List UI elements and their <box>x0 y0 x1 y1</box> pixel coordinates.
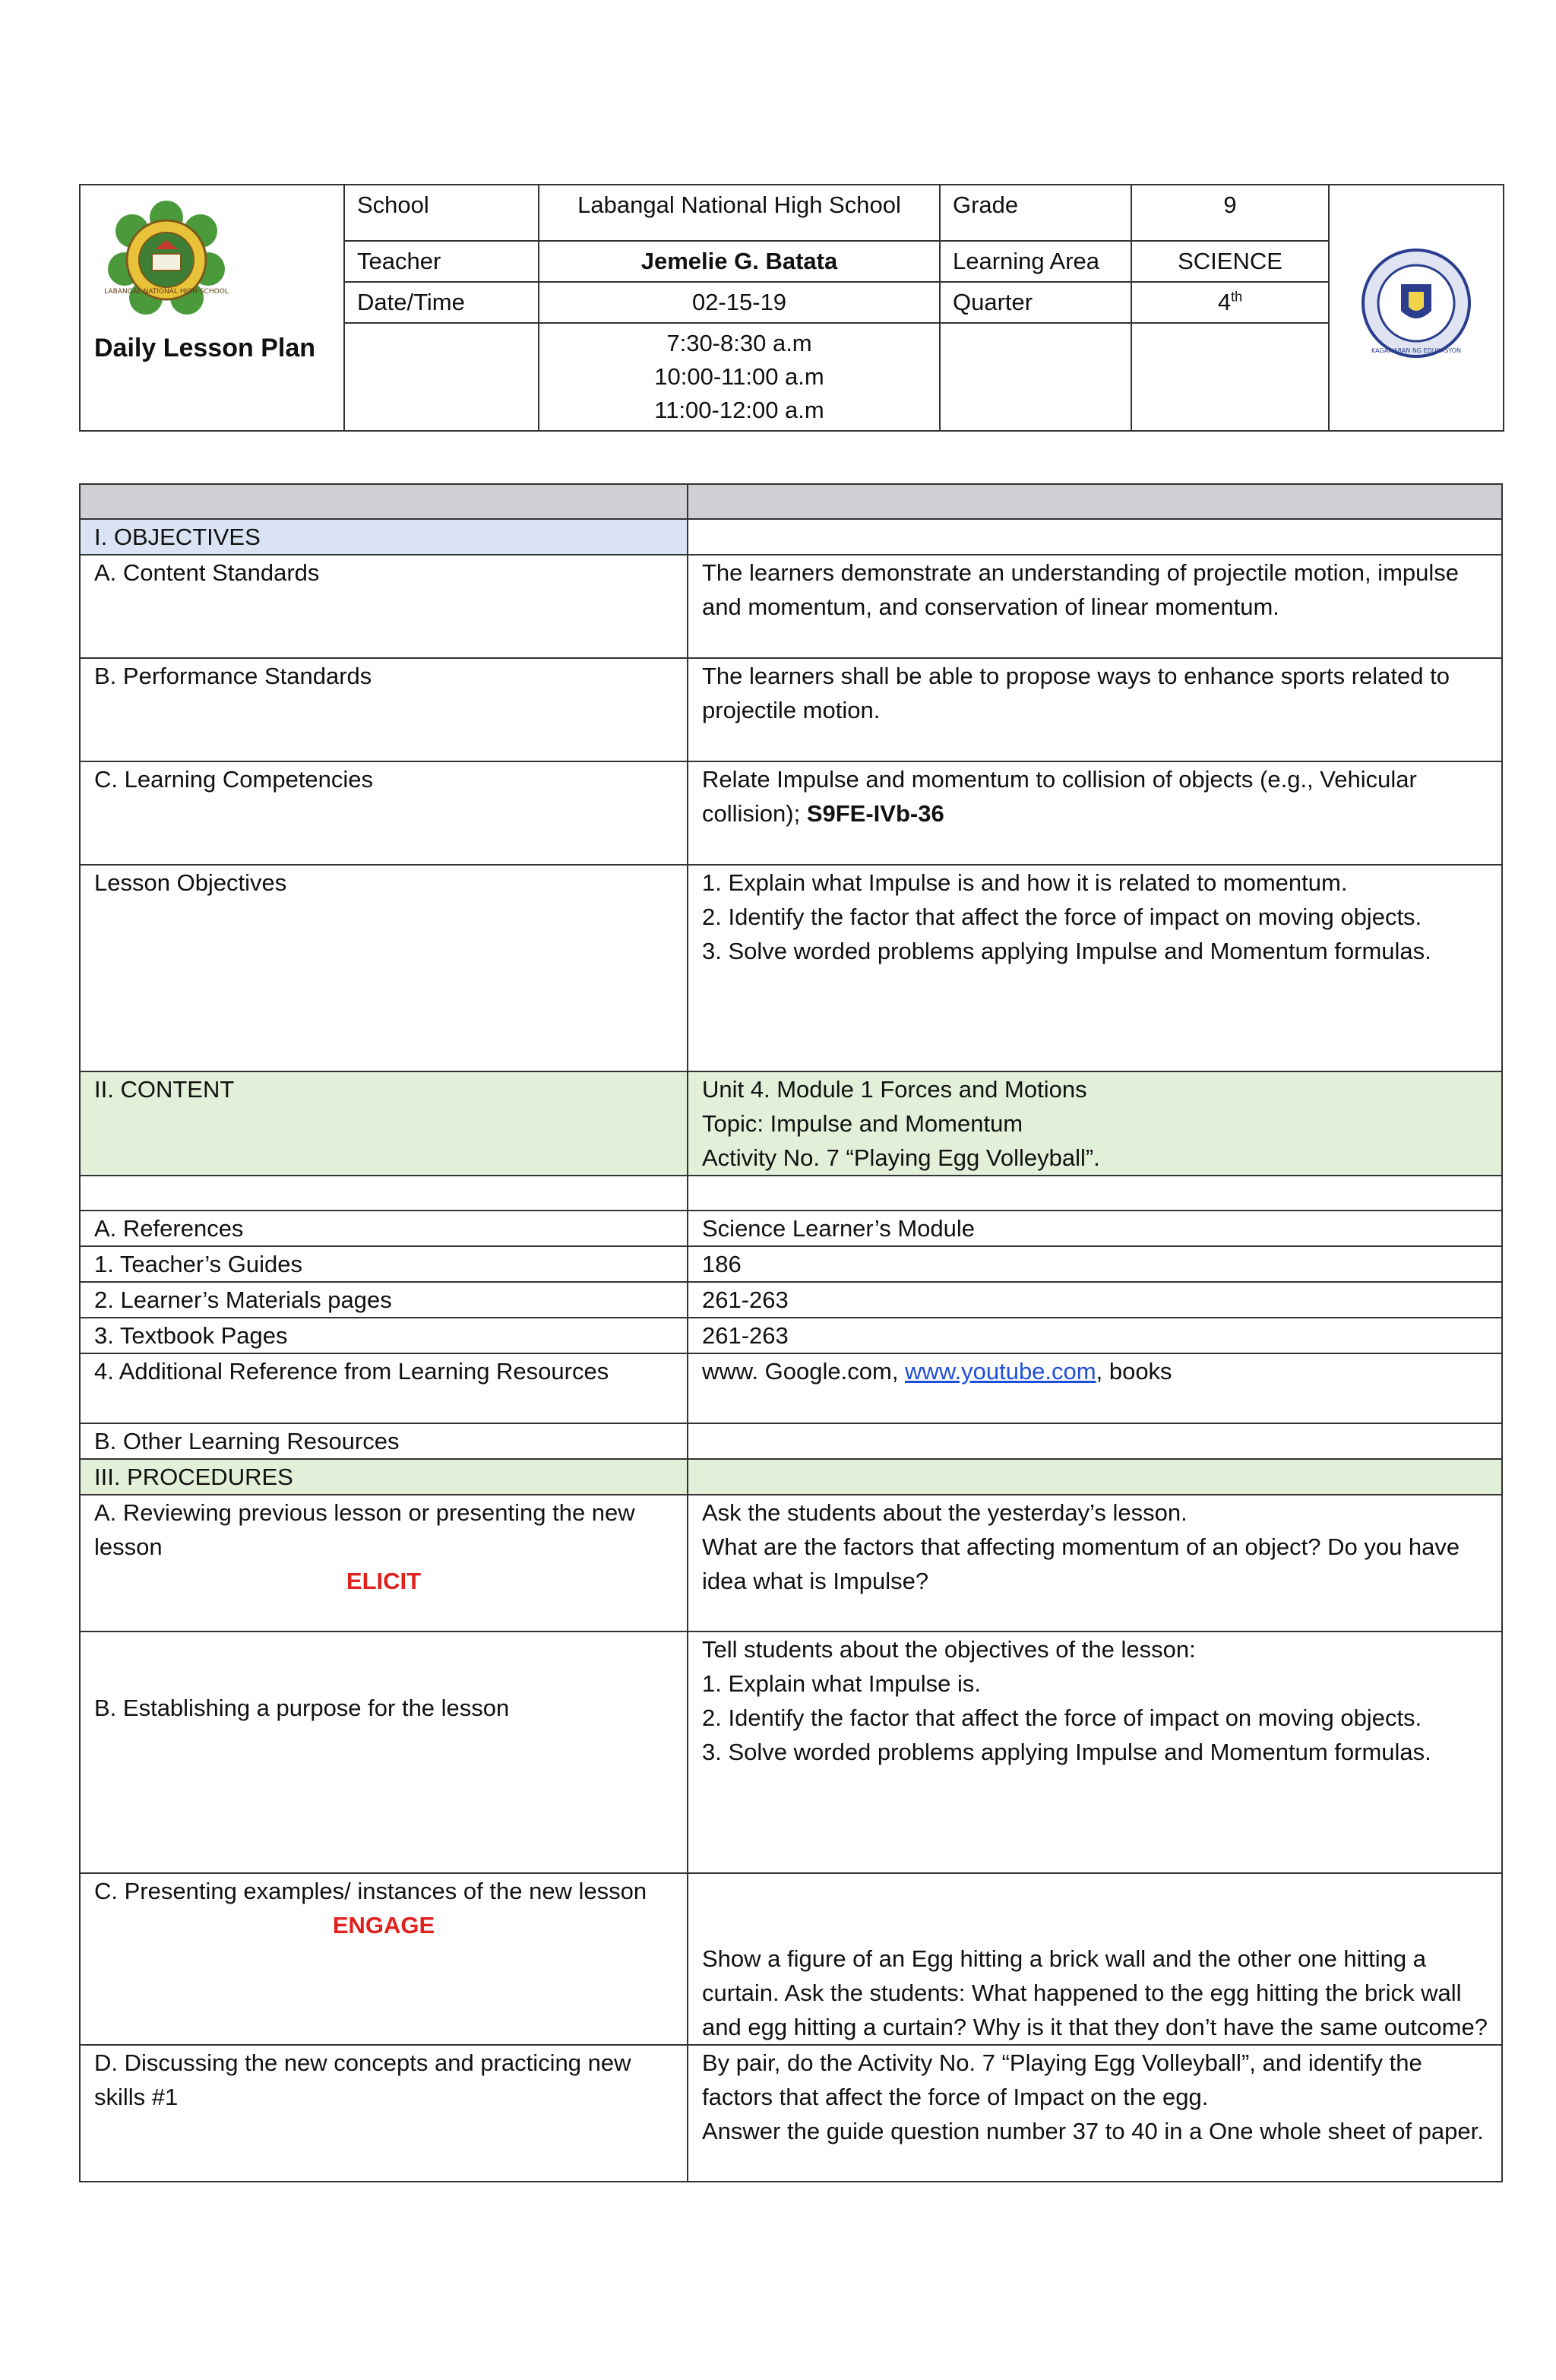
learners-materials-value: 261-263 <box>688 1282 1502 1318</box>
svg-text:LABANGAL NATIONAL HIGH SCHOOL: LABANGAL NATIONAL HIGH SCHOOL <box>104 288 229 296</box>
lesson-objectives-list <box>688 865 1502 1071</box>
grade-value: 9 <box>1131 185 1329 241</box>
content-line: Activity No. 7 “Playing Egg Volleyball”. <box>702 1144 1100 1171</box>
learning-competencies-text: Relate Impulse and momentum to collision of objects (e.g., Vehicular collision); S9FE-IVb-36 <box>688 761 1502 865</box>
references-label: A. References <box>80 1211 688 1246</box>
content-standards-label: A. Content Standards <box>80 555 688 658</box>
section-content: II. CONTENT <box>80 1071 688 1176</box>
teacher-value: Jemelie G. Batata <box>539 241 940 282</box>
empty-cell <box>1131 323 1329 431</box>
content-standards-text: The learners demonstrate an understanding of projectile motion, impulse and momentum, and conservation of linear momentum. <box>688 555 1502 658</box>
content-details <box>688 1071 1502 1176</box>
youtube-link[interactable]: www.youtube.com <box>905 1358 1096 1385</box>
content-line: Unit 4. Module 1 Forces and Motions <box>702 1076 1087 1103</box>
reviewing-lesson-text: Ask the students about the yesterday’s lesson. What are the factors that affecting momentum of an object? Do you have idea what is Impulse? <box>688 1495 1502 1632</box>
header-table <box>79 184 1504 432</box>
content-line: Topic: Impulse and Momentum <box>702 1110 1023 1137</box>
purpose-text: Tell students about the objectives of the lesson: 1. Explain what Impulse is. 2. Identify the factor that affect the force of impact on moving objects. 3. Solve worded problems applying Impulse and Momentum formulas. <box>688 1632 1502 1873</box>
teachers-guides-label: 1. Teacher’s Guides <box>80 1246 688 1282</box>
performance-standards-label: B. Performance Standards <box>80 658 688 761</box>
discussing-concepts-label: D. Discussing the new concepts and practicing new skills #1 <box>80 2045 688 2182</box>
empty-cell <box>80 1176 688 1211</box>
empty-cell <box>688 1459 1502 1495</box>
list-item: 3. Solve worded problems applying Impulse and Momentum formulas. <box>702 938 1431 964</box>
discussing-concepts-text: By pair, do the Activity No. 7 “Playing Egg Volleyball”, and identify the factors that affect the force of Impact on the egg. Answer the guide question number 37 to 40 in a One whole sheet of paper. <box>688 2045 1502 2182</box>
additional-reference-value: www. Google.com, www.youtube.com, books <box>688 1353 1502 1423</box>
school-value: Labangal National High School <box>539 185 940 241</box>
presenting-examples-text: Show a figure of an Egg hitting a brick wall and the other one hitting a curtain. Ask the students: What happened to the egg hitting the brick wall and egg hitting a curtain? Why is it that they don’t have the same outcome? <box>688 1873 1502 2045</box>
quarter-label: Quarter <box>940 282 1131 323</box>
lesson-objectives-label: Lesson Objectives <box>80 865 688 1071</box>
time-values <box>539 323 940 431</box>
deped-seal-cell <box>1329 185 1504 431</box>
time-slot: 7:30-8:30 a.m <box>666 330 812 356</box>
textbook-pages-value: 261-263 <box>688 1318 1502 1353</box>
additional-reference-label: 4. Additional Reference from Learning Resources <box>80 1353 688 1423</box>
school-label: School <box>344 185 539 241</box>
learning-area-value: SCIENCE <box>1131 241 1329 282</box>
section-objectives: I. OBJECTIVES <box>80 519 688 555</box>
quarter-value: 4th <box>1131 282 1329 323</box>
reviewing-lesson-label: A. Reviewing previous lesson or presenting the new lesson ELICIT <box>80 1495 688 1632</box>
lesson-table <box>79 483 1503 2182</box>
performance-standards-text: The learners shall be able to propose ways to enhance sports related to projectile motion. <box>688 658 1502 761</box>
page-title: Daily Lesson Plan <box>94 334 315 362</box>
empty-cell <box>688 1176 1502 1211</box>
svg-text:KAGAWARAN NG EDUKASYON: KAGAWARAN NG EDUKASYON <box>1371 347 1462 354</box>
grade-label: Grade <box>940 185 1131 241</box>
school-seal-icon <box>102 201 231 315</box>
table-header-left <box>80 484 688 519</box>
competency-code: S9FE-IVb-36 <box>806 800 944 827</box>
list-item: 1. Explain what Impulse is and how it is related to momentum. <box>702 869 1348 896</box>
title-cell <box>80 185 344 431</box>
time-slot: 10:00-11:00 a.m <box>654 363 824 390</box>
date-label: Date/Time <box>344 282 539 323</box>
list-item: 2. Identify the factor that affect the force of impact on moving objects. <box>702 904 1422 930</box>
empty-cell <box>940 323 1131 431</box>
teachers-guides-value: 186 <box>688 1246 1502 1282</box>
elicit-tag: ELICIT <box>346 1568 422 1594</box>
references-value: Science Learner’s Module <box>688 1211 1502 1246</box>
learning-competencies-label: C. Learning Competencies <box>80 761 688 865</box>
learning-area-label: Learning Area <box>940 241 1131 282</box>
time-label-empty <box>344 323 539 431</box>
engage-tag: ENGAGE <box>332 1912 435 1938</box>
purpose-label: B. Establishing a purpose for the lesson <box>80 1632 688 1873</box>
presenting-examples-label: C. Presenting examples/ instances of the new lesson ENGAGE <box>80 1873 688 2045</box>
textbook-pages-label: 3. Textbook Pages <box>80 1318 688 1353</box>
empty-cell <box>688 1423 1502 1459</box>
deped-seal-icon <box>1359 246 1473 360</box>
date-value: 02-15-19 <box>539 282 940 323</box>
section-procedures: III. PROCEDURES <box>80 1459 688 1495</box>
learners-materials-label: 2. Learner’s Materials pages <box>80 1282 688 1318</box>
other-resources-label: B. Other Learning Resources <box>80 1423 688 1459</box>
time-slot: 11:00-12:00 a.m <box>654 397 824 423</box>
teacher-label: Teacher <box>344 241 539 282</box>
empty-cell <box>688 519 1502 555</box>
table-header-right <box>688 484 1502 519</box>
